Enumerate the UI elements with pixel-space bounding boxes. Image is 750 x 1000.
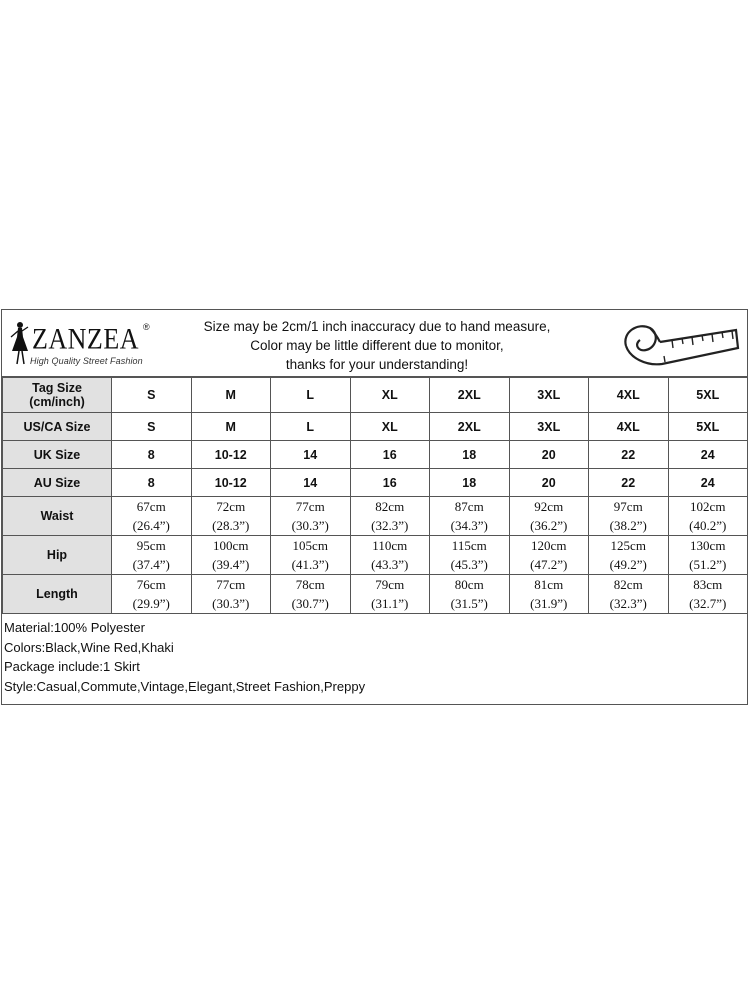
cm-value: 95cm	[136, 538, 166, 553]
table-cell: S	[112, 413, 192, 441]
size-cell: 3XL	[509, 378, 589, 413]
size-cell: M	[191, 378, 271, 413]
row-header-uk-size: UK Size	[3, 441, 112, 469]
inch-value: (38.2”)	[609, 518, 647, 533]
table-cell	[509, 497, 589, 536]
inch-value: (43.3”)	[371, 557, 409, 572]
cm-value: 80cm	[454, 577, 484, 592]
table-cell: 22	[589, 441, 669, 469]
inch-value: (30.3”)	[291, 518, 329, 533]
size-cell: 4XL	[589, 378, 669, 413]
detail-package: Package include:1 Skirt	[4, 659, 140, 674]
table-cell: 18	[430, 441, 510, 469]
table-row	[3, 413, 748, 441]
table-cell: 3XL	[509, 413, 589, 441]
row-header-au-size: AU Size	[3, 469, 112, 497]
detail-colors: Colors:Black,Wine Red,Khaki	[4, 639, 174, 655]
table-cell: 5XL	[668, 413, 748, 441]
cm-value: 77cm	[216, 577, 246, 592]
size-cell: 2XL	[430, 378, 510, 413]
table-cell	[191, 536, 271, 575]
size-table	[2, 377, 748, 614]
inch-value: (28.3”)	[212, 518, 250, 533]
cm-value: 100cm	[213, 538, 249, 553]
inch-value: (34.3”)	[450, 518, 488, 533]
notice-line: thanks for your understanding!	[285, 357, 469, 372]
inch-value: (31.1”)	[371, 596, 409, 611]
cm-value: 97cm	[613, 499, 643, 514]
cm-value: 83cm	[693, 577, 723, 592]
table-cell	[191, 575, 271, 614]
tag-size-label: Tag Size	[32, 381, 82, 395]
table-cell: 22	[589, 469, 669, 497]
size-cell: L	[271, 378, 351, 413]
inch-value: (31.5”)	[450, 596, 488, 611]
table-cell: 24	[668, 469, 748, 497]
inch-value: (32.7”)	[689, 596, 727, 611]
table-cell	[430, 575, 510, 614]
cm-value: 115cm	[451, 538, 487, 553]
cm-value: 72cm	[216, 499, 246, 514]
table-cell: 14	[271, 441, 351, 469]
row-header-hip: Hip	[3, 536, 112, 575]
table-cell: 8	[112, 441, 192, 469]
cm-value: 92cm	[534, 499, 564, 514]
registered-mark: ®	[143, 322, 150, 332]
measurement-notice	[172, 317, 582, 374]
table-cell: M	[191, 413, 271, 441]
notice-line: Size may be 2cm/1 inch inaccuracy due to hand measure,	[203, 319, 551, 334]
inch-value: (51.2”)	[689, 557, 727, 572]
table-cell	[430, 536, 510, 575]
cm-value: 87cm	[454, 499, 484, 514]
table-cell	[191, 497, 271, 536]
cm-value: 125cm	[610, 538, 646, 553]
inch-value: (26.4”)	[132, 518, 170, 533]
size-chart	[1, 309, 748, 705]
table-row	[3, 575, 748, 614]
product-details	[4, 618, 365, 696]
row-header-length: Length	[3, 575, 112, 614]
cm-value: 67cm	[136, 499, 166, 514]
table-row	[3, 497, 748, 536]
table-row	[3, 378, 748, 413]
inch-value: (41.3”)	[291, 557, 329, 572]
table-cell: 24	[668, 441, 748, 469]
table-cell	[589, 497, 669, 536]
size-cell: XL	[350, 378, 430, 413]
inch-value: (31.9”)	[530, 596, 568, 611]
table-cell	[509, 536, 589, 575]
table-cell	[350, 536, 430, 575]
measuring-tape-icon	[616, 312, 744, 374]
row-header-us-ca-size: US/CA Size	[3, 413, 112, 441]
cm-value: 130cm	[690, 538, 726, 553]
inch-value: (49.2”)	[609, 557, 647, 572]
cm-value: 77cm	[295, 499, 325, 514]
table-cell: XL	[350, 413, 430, 441]
cm-value: 110cm	[372, 538, 408, 553]
cm-value: 105cm	[292, 538, 328, 553]
table-cell: 8	[112, 469, 192, 497]
table-cell	[668, 536, 748, 575]
table-cell: L	[271, 413, 351, 441]
cm-value: 78cm	[295, 577, 325, 592]
table-cell: 16	[350, 469, 430, 497]
table-cell: 18	[430, 469, 510, 497]
inch-value: (30.7”)	[291, 596, 329, 611]
table-cell: 20	[509, 441, 589, 469]
table-cell	[271, 497, 351, 536]
table-cell	[271, 575, 351, 614]
table-cell	[112, 575, 192, 614]
cm-value: 120cm	[531, 538, 567, 553]
table-cell: 2XL	[430, 413, 510, 441]
table-cell	[350, 575, 430, 614]
table-cell: 20	[509, 469, 589, 497]
inch-value: (30.3”)	[212, 596, 250, 611]
table-cell	[589, 536, 669, 575]
cm-value: 82cm	[613, 577, 643, 592]
table-cell: 10-12	[191, 441, 271, 469]
size-cell: 5XL	[668, 378, 748, 413]
cm-value: 79cm	[375, 577, 405, 592]
inch-value: (32.3”)	[609, 596, 647, 611]
table-cell	[668, 497, 748, 536]
table-cell	[668, 575, 748, 614]
notice-line: Color may be little different due to monitor,	[250, 338, 504, 353]
table-cell: 14	[271, 469, 351, 497]
chart-header	[2, 310, 747, 377]
inch-value: (29.9”)	[132, 596, 170, 611]
cm-value: 82cm	[375, 499, 405, 514]
cm-value: 76cm	[136, 577, 166, 592]
inch-value: (40.2”)	[689, 518, 727, 533]
inch-value: (45.3”)	[450, 557, 488, 572]
table-cell	[350, 497, 430, 536]
table-row	[3, 469, 748, 497]
inch-value: (47.2”)	[530, 557, 568, 572]
inch-value: (32.3”)	[371, 518, 409, 533]
row-header-tag-size	[3, 378, 112, 413]
cm-value: 81cm	[534, 577, 564, 592]
table-cell	[112, 536, 192, 575]
cm-value: 102cm	[690, 499, 726, 514]
fashion-figure-icon	[8, 321, 30, 365]
inch-value: (37.4”)	[132, 557, 170, 572]
inch-value: (36.2”)	[530, 518, 568, 533]
detail-material: Material:100% Polyester	[4, 620, 145, 635]
brand-name: ZANZEA	[32, 322, 139, 356]
table-cell: 16	[350, 441, 430, 469]
tag-size-unit-label: (cm/inch)	[29, 395, 85, 409]
table-cell	[271, 536, 351, 575]
table-cell: 10-12	[191, 469, 271, 497]
brand-tagline: High Quality Street Fashion	[30, 356, 143, 366]
inch-value: (39.4”)	[212, 557, 250, 572]
table-cell: 4XL	[589, 413, 669, 441]
brand-logo	[6, 318, 156, 370]
table-row	[3, 441, 748, 469]
table-cell	[589, 575, 669, 614]
table-row	[3, 536, 748, 575]
size-cell: S	[112, 378, 192, 413]
table-cell	[112, 497, 192, 536]
detail-style: Style:Casual,Commute,Vintage,Elegant,Street Fashion,Preppy	[4, 678, 366, 694]
table-cell	[430, 497, 510, 536]
table-cell	[509, 575, 589, 614]
row-header-waist: Waist	[3, 497, 112, 536]
